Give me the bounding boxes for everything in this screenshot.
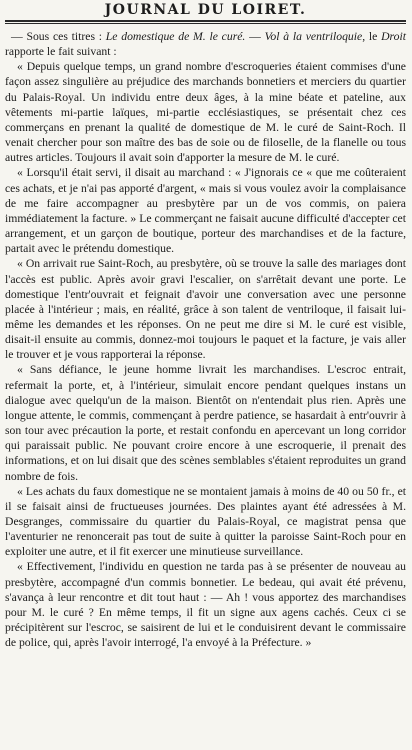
intro-title-two: Vol à la ventriloquie bbox=[264, 30, 363, 43]
article-paragraph: « Sans défiance, le jeune homme livrait les marchandises. L'escroc entrait, refermait la porte, et, à l'intérieur, simulait encore pendant quelques instans un dialogue avec quelqu'un de la maison. Bientôt on n'entendait plus rien. Après une longue attente, le commis, commençant à perdre patience, se hasardait à entr'ouvrir à son tour avec précaution la porte, et restait confondu en apercevant un long corridor qui paraissait public. Ne pouvant croire encore à une escroquerie, il prenait des informations, et on lui disait que des scènes semblables s'étaient reproduites un grand nombre de fois. bbox=[5, 363, 406, 483]
intro-comma: , le bbox=[362, 30, 382, 43]
article-body bbox=[5, 29, 406, 650]
masthead-rule-thin bbox=[5, 23, 406, 24]
article-intro bbox=[5, 29, 406, 59]
article-paragraph: « Lorsqu'il était servi, il disait au marchand : « J'ignorais ce « que me coûteraient ces achats, et je n'ai pas apporté d'argent, « mais si vous voulez avoir la complaisance de me faire accompagner au presbytère par un de vos commis, on paiera immédiatement la facture. » Le commerçant ne faisait aucune difficulté d'accepter cet arrangement, et un garçon de boutique, porteur des marchandises et de la facture, partait avec le prétendu domestique. bbox=[5, 166, 406, 256]
article-paragraph: « On arrivait rue Saint-Roch, au presbytère, où se trouve la salle des mariages dont l'accès est public. Après avoir gravi l'escalier, on s'arrêtait devant une porte. Le domestique l'entr'ouvrait et feignait d'avoir une conversation avec une personne placée à l'intérieur ; mais, en réalité, grâce à son talent de ventriloque, il faisait lui-même les demandes et les réponses. On ne peut me dire si M. le curé est visible, disait-il ensuite au commis, donnez-moi toujours le paquet et la facture, je vais aller le trouver et je vous rapporterai la réponse. bbox=[5, 257, 406, 362]
masthead-title: JOURNAL DU LOIRET. bbox=[104, 2, 307, 18]
intro-tail: rapporte le fait suivant : bbox=[5, 45, 117, 59]
article-paragraph: « Effectivement, l'individu en question ne tarda pas à se présenter de nouveau au presbytère, accompagné d'un commis bonnetier. Le bedeau, qui avait été prévenu, s'avança à leur rencontre et dit tout haut : — Ah ! vous apportez des marchandises pour M. le curé ? En même temps, il fit un signe aux agens cachés. Ceux ci se précipitèrent sur l'escroc, se saisirent de lui et le conduisirent devant le commissaire de police, qui, après l'avoir interrogé, l'a envoyé à la Préfecture. » bbox=[5, 560, 406, 650]
intro-source: Droit bbox=[381, 30, 407, 43]
intro-lead: — Sous ces titres : bbox=[11, 30, 106, 43]
article-paragraph: « Les achats du faux domestique ne se montaient jamais à moins de 40 ou 50 fr., et il se faisait ainsi de fructueuses journées. Des plaintes ayant été adressées à M. Desgranges, commissaire du quartier du Palais-Royal, ce magistrat pensa que l'aventurier ne renoncerait pas tout de suite à quitter la paroisse Saint-Roch pour en exploiter une autre, et il fit exercer une minutieuse surveillance. bbox=[5, 484, 406, 559]
intro-between: — bbox=[245, 30, 265, 43]
masthead-rule bbox=[5, 20, 406, 22]
intro-title-one: Le domestique de M. le curé. bbox=[105, 30, 246, 43]
article-paragraph: « Depuis quelque temps, un grand nombre d'escroqueries étaient commises d'une façon assez singulière au préjudice des marchands bonnetiers et merciers du quartier du Palais-Royal. Un individu entre deux âges, à la mine béate et pateline, aux vêtements mi-partie laïques, mi-partie ecclésiastiques, se présentait chez ces commerçans en prenant la qualité de domestique de M. le curé de Saint-Roch. Il venait chercher pour son maître des bas de soie ou de filoselle, de la flanelle ou tous autres articles. Toujours il avait soin d'apporter la mesure de M. le curé. bbox=[5, 60, 406, 165]
